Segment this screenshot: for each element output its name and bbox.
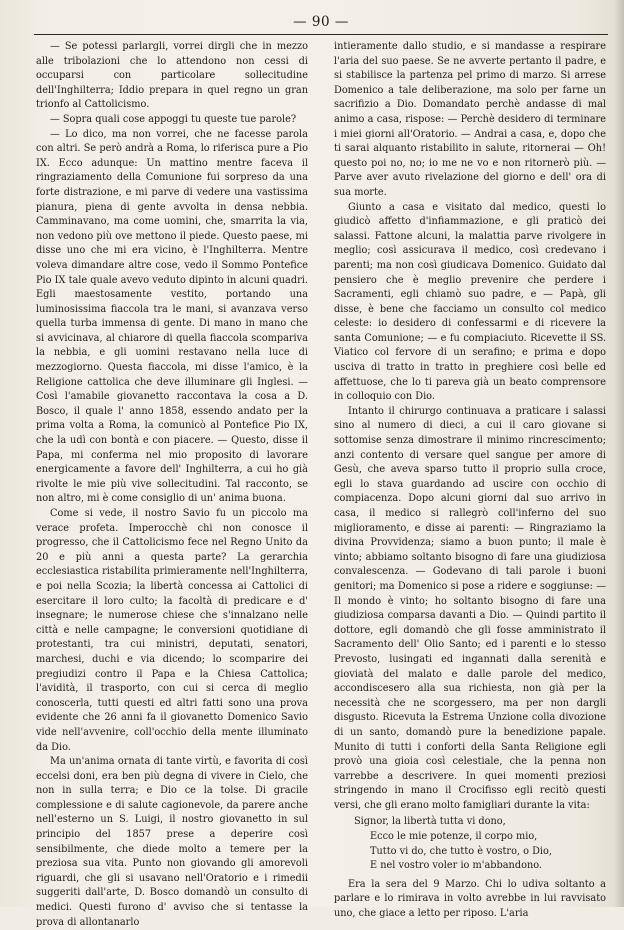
paragraph: Come si vede, il nostro Savio fu un piccolo ma verace profeta. Imperocchè chi non conosce il progresso, che il Cattolicismo fece nel Regno Unito da 20 e più anni a questa parte? La gerarchia ecclesiastica ristabilita primieramente nell'Inghilterra, e poi nella Scozia; la libertà concessa ai Cattolici di esercitare il loro culto; la facoltà di predicare e d' insegnare; le numerose chiese che s'innalzano nelle città e nelle campagne; le conversioni quotidiane di protestanti, tra cui ministri, deputati, senatori, marchesi, duchi e via dicendo; lo scomparire dei pregiudizi contro il Papa e la Chiesa Cattolica; l'avidità, il trasporto, con cui si cerca di meglio conoscerla, tutti questi ed altri fatti sono una prova evidente che 26 anni fa il giovanetto Domenico Savio vide nell'avvenire, coll'occhio della mente illuminato da Dio.: [36, 508, 308, 753]
verse-block: [334, 815, 606, 873]
verse-line: Signor, la libertà tutta vi dono,: [354, 816, 506, 828]
page-header: [34, 8, 608, 35]
verse-line: Tutto vi do, che tutto è vostro, o Dio,: [370, 845, 553, 857]
paragraph: Ma un'anima ornata di tante virtù, e favorita di così eccelsi doni, era ben più degna di vivere in Cielo, che non in sulla terra; e Dio ce la tolse. Di gracile complessione e di salute cagionevole, da parere anche nell'esterno un S. Luigi, il nostro giovanetto in sul principio del 1857 prese a deperire così sensibilmente, che diede molto a temere per la preziosa sua vita. Punto non giovando gli amorevoli riguardi, che gli si usavano nell'Oratorio e i rimedii suggeriti dall'arte, D. Bosco domandò un consulto di medici. Questi furono d' avviso che si tentasse la prova di allontanarlo: [36, 756, 308, 928]
page-number: — 90 —: [293, 14, 349, 30]
verse-line: E nel vostro voler io m'abbandono.: [370, 860, 543, 872]
paragraph: — Sopra quali cose appoggi tu queste tue parole?: [50, 113, 297, 125]
verse-line: Ecco le mie potenze, il corpo mio,: [370, 831, 538, 843]
paragraph: Era la sera del 9 Marzo. Chi lo udiva soltanto a parlare e lo rimirava in volto avrebbe in lui ravvisato uno, che giace a letto per riposo. L'aria: [334, 878, 606, 920]
paragraph: — Lo dico, ma non vorrei, che ne facesse parola con altri. Se però andrà a Roma, lo riferisca pure a Pio IX. Ecco adunque: Un mattino mentre faceva il ringraziamento della Comunione fui sorpreso da una forte distrazione, e mi parve di vedere una vastissima pianura, piena di gente avvolta in densa nebbia. Camminavano, ma come uomini, che, smarrita la via, non vedono più ove mettono il piede. Questo paese, mi disse uno che mi era vicino, è l'Inghilterra. Mentre voleva dimandare altre cose, vedo il Sommo Pontefice Pio IX tale quale avevo veduto dipinto in alcuni quadri. Egli maestosamente vestito, portando una luminosissima fiaccola tra le mani, si avanzava verso quella turba immensa di gente. Di mano in mano che si avvicinava, al chiarore di quella fiaccola scompariva la nebbia, e gli uomini restavano nella luce di mezzogiorno. Questa fiaccola, mi disse l'amico, è la Religione cattolica che deve illuminare gli Inglesi. — Così l'amabile giovanetto raccontava la cosa a D. Bosco, il quale l' anno 1858, essendo andato per la prima volta a Roma, la comunicò al Pontefice Pio IX, che la udì con bontà e con piacere. — Questo, disse il Papa, mi conferma nel mio proposito di lavorare energicamente a favore dell' Inghilterra, a cui ho già rivolte le mie più vive sollecitudini. Tal racconto, se non altro, mi è come consiglio di un' anima buona.: [36, 128, 308, 505]
paragraph: — Se potessi parlargli, vorrei dirgli che in mezzo alle tribolazioni che lo attendono non cessi di occuparsi con particolare sollecitudine dell'Inghilterra; Iddio prepara in quel regno un gran trionfo al Cattolicismo.: [36, 41, 308, 111]
paragraph: intieramente dallo studio, e si mandasse a respirare l'aria del suo paese. Se ne avverte pertanto il padre, e si stabilisce la partenza pel primo di marzo. Si arrese Domenico a tale deliberazione, ma solo per farne un sacrifizio a Dio. Domandato perchè andasse di mal animo a casa, rispose: — Perchè desidero di terminare i miei giorni all'Oratorio. — Andrai a casa, e, dopo che ti sarai alquanto ristabilito in salute, ritornerai — Oh! questo poi no, no; io me ne vo e non ritornerò più. — Parve aver avuto rivelazione del giorno e dell' ora di sua morte.: [334, 41, 606, 198]
page-spine-shadow: [614, 0, 624, 907]
left-column: [36, 40, 308, 928]
paragraph: Giunto a casa e visitato dal medico, questi lo giudicò affetto d'infiammazione, e gli praticò dei salassi. Fattone alcuni, la malattia parve rivolgere in meglio; così assicurava il medico, così credevano i parenti; ma non così giudicava Domenico. Guidato dal pensiero che è meglio prevenire che perdere i Sacramenti, egli chiamò suo padre, e — Papà, gli disse, è bene che facciamo un consulto col medico celeste: io desidero di confessarmi e di ricevere la santa Comunione; — e fu compiaciuto. Ricevette il SS. Viatico col fervore di un serafino; e prima e dopo usciva di tratto in tratto in preghiere così belle ed affettuose, che lo ti pareva già un beato comprensore in colloquio con Dio.: [334, 201, 606, 403]
right-column: [334, 40, 606, 920]
paragraph: Intanto il chirurgo continuava a praticare i salassi sino al numero di dieci, a cui il caro giovane si sottomise senza dimostrare il minimo rincrescimento; anzi contento di versare quel sangue per amore di Gesù, che aveva sparso tutto il proprio sulla croce, egli lo stava guardando ad uscire con occhio di compiacenza. Dopo alcuni giorni dal suo arrivo in casa, il medico si rallegrò coll'inferno del suo miglioramento, e disse ai parenti: — Ringraziamo la divina Provvidenza; siamo a buon punto; il male è vinto; abbiamo soltanto bisogno di fare una giudiziosa convalescenza. — Godevano di tali parole i buoni genitori; ma Domenico si pose a ridere e soggiunse: — Il mondo è vinto; ho soltanto bisogno di fare una giudiziosa comparsa davanti a Dio. — Quindi partito il dottore, egli domandò che gli fosse amministrato il Sacramento dell' Olio Santo; ed i parenti e lo stesso Prevosto, lusingati ed ingannati dalla serenità e gioviatà del malato e dalle parole del medico, accondiscesero alla sua richiesta, non già per la necessità che ne scorgessero, ma per non dargli disgusto. Ricevuta la Estrema Unzione colla divozione di un santo, domandò pure la benedizione papale. Munito di tutti i conforti della Santa Religione egli provò una gioia così celestiale, che la penna non varrebbe a descrivere. In quei momenti preziosi stringendo in mano il Crocifisso egli recitò questi versi, che gli erano molto famigliari durante la vita:: [334, 405, 606, 811]
